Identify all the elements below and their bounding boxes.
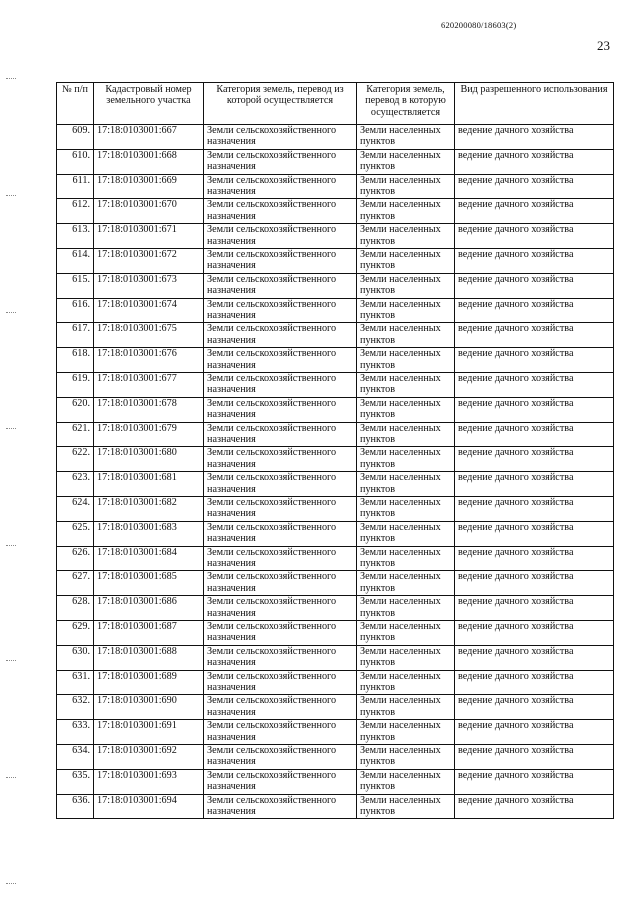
cell-category-from: Земли сельскохозяйственного назначения [204, 769, 357, 794]
cell-cadastral-number: 17:18:0103001:692 [94, 744, 204, 769]
table-row [57, 645, 614, 670]
cell-cadastral-number: 17:18:0103001:688 [94, 645, 204, 670]
cell-cadastral-number: 17:18:0103001:676 [94, 348, 204, 373]
cell-category-from: Земли сельскохозяйственного назначения [204, 571, 357, 596]
table-row [57, 422, 614, 447]
cell-number: 617. [57, 323, 94, 348]
header-permitted-use: Вид разрешенного использования [455, 83, 614, 125]
cell-category-from: Земли сельскохозяйственного назначения [204, 472, 357, 497]
cell-category-to: Земли населенных пунктов [357, 496, 455, 521]
document-code: 620200080/18603(2) [441, 20, 517, 30]
cell-cadastral-number: 17:18:0103001:684 [94, 546, 204, 571]
table-row [57, 720, 614, 745]
cell-cadastral-number: 17:18:0103001:669 [94, 174, 204, 199]
cell-category-from: Земли сельскохозяйственного назначения [204, 645, 357, 670]
cell-category-to: Земли населенных пунктов [357, 645, 455, 670]
table-row [57, 298, 614, 323]
cell-permitted-use: ведение дачного хозяйства [455, 645, 614, 670]
cell-category-from: Земли сельскохозяйственного назначения [204, 323, 357, 348]
margin-dot-mark [6, 195, 16, 198]
cell-category-to: Земли населенных пунктов [357, 224, 455, 249]
cell-category-to: Земли населенных пунктов [357, 695, 455, 720]
cell-category-from: Земли сельскохозяйственного назначения [204, 174, 357, 199]
cell-cadastral-number: 17:18:0103001:675 [94, 323, 204, 348]
cell-number: 623. [57, 472, 94, 497]
cell-cadastral-number: 17:18:0103001:694 [94, 794, 204, 819]
cell-cadastral-number: 17:18:0103001:682 [94, 496, 204, 521]
cell-category-to: Земли населенных пунктов [357, 546, 455, 571]
table-row [57, 670, 614, 695]
cell-permitted-use: ведение дачного хозяйства [455, 695, 614, 720]
cell-permitted-use: ведение дачного хозяйства [455, 125, 614, 150]
cell-number: 632. [57, 695, 94, 720]
cell-number: 635. [57, 769, 94, 794]
cell-permitted-use: ведение дачного хозяйства [455, 744, 614, 769]
cell-category-to: Земли населенных пунктов [357, 620, 455, 645]
cell-cadastral-number: 17:18:0103001:683 [94, 521, 204, 546]
cell-number: 626. [57, 546, 94, 571]
table-row [57, 248, 614, 273]
cell-permitted-use: ведение дачного хозяйства [455, 620, 614, 645]
cell-number: 616. [57, 298, 94, 323]
cell-cadastral-number: 17:18:0103001:671 [94, 224, 204, 249]
cell-permitted-use: ведение дачного хозяйства [455, 298, 614, 323]
table-row [57, 596, 614, 621]
margin-dot-mark [6, 545, 16, 548]
header-category-to: Категория земель, перевод в которую осуществляется [357, 83, 455, 125]
cell-cadastral-number: 17:18:0103001:689 [94, 670, 204, 695]
cell-permitted-use: ведение дачного хозяйства [455, 348, 614, 373]
cell-permitted-use: ведение дачного хозяйства [455, 447, 614, 472]
table-row [57, 546, 614, 571]
cell-number: 620. [57, 397, 94, 422]
cell-category-to: Земли населенных пунктов [357, 372, 455, 397]
land-parcels-table [56, 82, 614, 819]
table-row [57, 447, 614, 472]
table-row [57, 472, 614, 497]
cell-category-to: Земли населенных пунктов [357, 422, 455, 447]
cell-category-from: Земли сельскохозяйственного назначения [204, 248, 357, 273]
cell-category-to: Земли населенных пунктов [357, 125, 455, 150]
cell-category-from: Земли сельскохозяйственного назначения [204, 397, 357, 422]
cell-category-from: Земли сельскохозяйственного назначения [204, 372, 357, 397]
cell-number: 628. [57, 596, 94, 621]
cell-permitted-use: ведение дачного хозяйства [455, 248, 614, 273]
cell-permitted-use: ведение дачного хозяйства [455, 199, 614, 224]
cell-permitted-use: ведение дачного хозяйства [455, 149, 614, 174]
cell-category-from: Земли сельскохозяйственного назначения [204, 199, 357, 224]
cell-cadastral-number: 17:18:0103001:686 [94, 596, 204, 621]
cell-cadastral-number: 17:18:0103001:678 [94, 397, 204, 422]
table-row [57, 744, 614, 769]
table-header-row [57, 83, 614, 125]
cell-category-to: Земли населенных пунктов [357, 348, 455, 373]
cell-category-from: Земли сельскохозяйственного назначения [204, 744, 357, 769]
cell-number: 625. [57, 521, 94, 546]
cell-cadastral-number: 17:18:0103001:668 [94, 149, 204, 174]
cell-category-to: Земли населенных пунктов [357, 149, 455, 174]
cell-number: 618. [57, 348, 94, 373]
cell-category-to: Земли населенных пунктов [357, 794, 455, 819]
cell-cadastral-number: 17:18:0103001:677 [94, 372, 204, 397]
cell-number: 614. [57, 248, 94, 273]
cell-permitted-use: ведение дачного хозяйства [455, 397, 614, 422]
table-row [57, 769, 614, 794]
cell-number: 612. [57, 199, 94, 224]
cell-category-to: Земли населенных пунктов [357, 744, 455, 769]
cell-permitted-use: ведение дачного хозяйства [455, 372, 614, 397]
margin-dot-mark [6, 777, 16, 780]
cell-permitted-use: ведение дачного хозяйства [455, 546, 614, 571]
cell-category-from: Земли сельскохозяйственного назначения [204, 149, 357, 174]
cell-cadastral-number: 17:18:0103001:690 [94, 695, 204, 720]
cell-cadastral-number: 17:18:0103001:670 [94, 199, 204, 224]
margin-dot-mark [6, 428, 16, 431]
cell-permitted-use: ведение дачного хозяйства [455, 794, 614, 819]
cell-category-from: Земли сельскохозяйственного назначения [204, 348, 357, 373]
cell-cadastral-number: 17:18:0103001:680 [94, 447, 204, 472]
table-row [57, 397, 614, 422]
margin-dot-mark [6, 883, 16, 886]
cell-category-from: Земли сельскохозяйственного назначения [204, 695, 357, 720]
cell-category-from: Земли сельскохозяйственного назначения [204, 273, 357, 298]
cell-permitted-use: ведение дачного хозяйства [455, 596, 614, 621]
cell-category-to: Земли населенных пунктов [357, 298, 455, 323]
cell-permitted-use: ведение дачного хозяйства [455, 422, 614, 447]
cell-category-to: Земли населенных пунктов [357, 521, 455, 546]
cell-number: 610. [57, 149, 94, 174]
table-row [57, 125, 614, 150]
table-row [57, 323, 614, 348]
cell-number: 624. [57, 496, 94, 521]
cell-cadastral-number: 17:18:0103001:667 [94, 125, 204, 150]
table-body [57, 125, 614, 819]
table-row [57, 273, 614, 298]
cell-category-to: Земли населенных пунктов [357, 273, 455, 298]
cell-category-from: Земли сельскохозяйственного назначения [204, 794, 357, 819]
cell-category-from: Земли сельскохозяйственного назначения [204, 447, 357, 472]
cell-permitted-use: ведение дачного хозяйства [455, 273, 614, 298]
cell-number: 629. [57, 620, 94, 645]
cell-category-to: Земли населенных пунктов [357, 174, 455, 199]
cell-category-to: Земли населенных пунктов [357, 472, 455, 497]
table-row [57, 571, 614, 596]
cell-number: 613. [57, 224, 94, 249]
cell-number: 633. [57, 720, 94, 745]
table-row [57, 224, 614, 249]
cell-permitted-use: ведение дачного хозяйства [455, 174, 614, 199]
cell-cadastral-number: 17:18:0103001:679 [94, 422, 204, 447]
table-row [57, 174, 614, 199]
cell-permitted-use: ведение дачного хозяйства [455, 224, 614, 249]
cell-number: 631. [57, 670, 94, 695]
cell-category-from: Земли сельскохозяйственного назначения [204, 422, 357, 447]
cell-number: 636. [57, 794, 94, 819]
binding-margin-marks [0, 0, 20, 905]
cell-cadastral-number: 17:18:0103001:685 [94, 571, 204, 596]
cell-number: 619. [57, 372, 94, 397]
cell-category-from: Земли сельскохозяйственного назначения [204, 521, 357, 546]
cell-category-to: Земли населенных пунктов [357, 769, 455, 794]
table-row [57, 794, 614, 819]
cell-category-to: Земли населенных пунктов [357, 720, 455, 745]
table-row [57, 372, 614, 397]
table-row [57, 149, 614, 174]
cell-number: 634. [57, 744, 94, 769]
margin-dot-mark [6, 660, 16, 663]
cell-cadastral-number: 17:18:0103001:693 [94, 769, 204, 794]
cell-category-to: Земли населенных пунктов [357, 199, 455, 224]
cell-category-to: Земли населенных пунктов [357, 248, 455, 273]
cell-number: 627. [57, 571, 94, 596]
header-number: № п/п [57, 83, 94, 125]
cell-category-from: Земли сельскохозяйственного назначения [204, 720, 357, 745]
cell-permitted-use: ведение дачного хозяйства [455, 720, 614, 745]
cell-cadastral-number: 17:18:0103001:674 [94, 298, 204, 323]
cell-number: 611. [57, 174, 94, 199]
cell-category-to: Земли населенных пунктов [357, 397, 455, 422]
table-row [57, 348, 614, 373]
cell-category-to: Земли населенных пунктов [357, 596, 455, 621]
cell-number: 622. [57, 447, 94, 472]
cell-permitted-use: ведение дачного хозяйства [455, 521, 614, 546]
cell-category-from: Земли сельскохозяйственного назначения [204, 670, 357, 695]
cell-category-from: Земли сельскохозяйственного назначения [204, 224, 357, 249]
cell-category-from: Земли сельскохозяйственного назначения [204, 546, 357, 571]
cell-category-to: Земли населенных пунктов [357, 447, 455, 472]
table-row [57, 496, 614, 521]
margin-dot-mark [6, 312, 16, 315]
cell-category-to: Земли населенных пунктов [357, 571, 455, 596]
cell-cadastral-number: 17:18:0103001:687 [94, 620, 204, 645]
cell-cadastral-number: 17:18:0103001:673 [94, 273, 204, 298]
cell-permitted-use: ведение дачного хозяйства [455, 670, 614, 695]
table-row [57, 199, 614, 224]
margin-dot-mark [6, 78, 16, 81]
table-row [57, 620, 614, 645]
cell-cadastral-number: 17:18:0103001:672 [94, 248, 204, 273]
cell-number: 609. [57, 125, 94, 150]
cell-number: 615. [57, 273, 94, 298]
cell-category-to: Земли населенных пунктов [357, 670, 455, 695]
cell-number: 630. [57, 645, 94, 670]
cell-cadastral-number: 17:18:0103001:691 [94, 720, 204, 745]
table-row [57, 521, 614, 546]
cell-category-from: Земли сельскохозяйственного назначения [204, 496, 357, 521]
cell-permitted-use: ведение дачного хозяйства [455, 496, 614, 521]
header-cadastral-number: Кадастровый номер земельного участка [94, 83, 204, 125]
cell-number: 621. [57, 422, 94, 447]
header-category-from: Категория земель, перевод из которой осуществляется [204, 83, 357, 125]
table-row [57, 695, 614, 720]
cell-category-to: Земли населенных пунктов [357, 323, 455, 348]
cell-permitted-use: ведение дачного хозяйства [455, 769, 614, 794]
cell-permitted-use: ведение дачного хозяйства [455, 472, 614, 497]
cell-category-from: Земли сельскохозяйственного назначения [204, 620, 357, 645]
cell-category-from: Земли сельскохозяйственного назначения [204, 596, 357, 621]
cell-cadastral-number: 17:18:0103001:681 [94, 472, 204, 497]
cell-category-from: Земли сельскохозяйственного назначения [204, 125, 357, 150]
cell-category-from: Земли сельскохозяйственного назначения [204, 298, 357, 323]
cell-permitted-use: ведение дачного хозяйства [455, 571, 614, 596]
page-number: 23 [597, 38, 610, 53]
cell-permitted-use: ведение дачного хозяйства [455, 323, 614, 348]
